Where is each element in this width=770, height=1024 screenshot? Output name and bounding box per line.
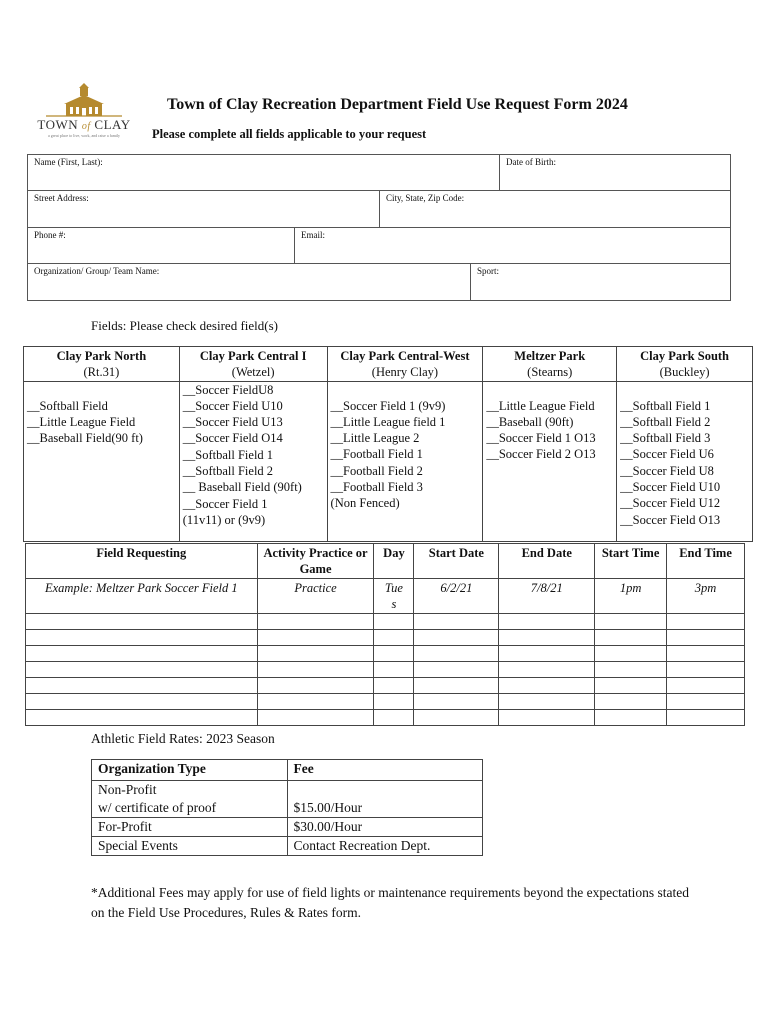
field-option[interactable]: __Little League Field (486, 398, 595, 413)
street-address-field[interactable] (27, 190, 380, 228)
page-title: Town of Clay Recreation Department Field Use Request Form 2024 (167, 96, 628, 113)
name-field[interactable] (27, 154, 500, 191)
table-row (26, 694, 745, 710)
field-option[interactable]: __Little League 2 (330, 431, 420, 446)
col-end-date: End Date (499, 544, 595, 579)
rate-type: For-Profit (92, 818, 288, 837)
example-cell: 6/2/21 (414, 579, 499, 614)
dob-label: Date of Birth: (506, 157, 556, 167)
email-label: Email: (301, 230, 325, 240)
fields-instructions: Fields: Please check desired field(s) (91, 318, 278, 333)
col-activity: Activity Practice or Game (257, 544, 374, 579)
field-option[interactable]: __Football Field 1 (330, 447, 423, 462)
table-row (26, 662, 745, 678)
park-fields-meltzer (483, 381, 617, 541)
city-label: City, State, Zip Code: (386, 193, 465, 203)
park-header-clay-central-west: Clay Park Central-West (Henry Clay) (327, 347, 483, 382)
field-option[interactable]: __Football Field 3 (330, 480, 423, 495)
parks-table (23, 346, 753, 542)
park-header-clay-north: Clay Park North (Rt.31) (24, 347, 180, 382)
rates-header-type: Organization Type (92, 760, 288, 781)
col-end-time: End Time (667, 544, 745, 579)
park-fields-clay-south (617, 381, 753, 541)
field-option[interactable]: __Softball Field 2 (620, 414, 711, 429)
field-option[interactable]: __Soccer Field U10 (620, 480, 721, 495)
rate-fee: $30.00/Hour (287, 818, 482, 837)
col-start-time: Start Time (595, 544, 667, 579)
field-option[interactable]: __Little League field 1 (330, 414, 446, 429)
field-option[interactable]: __Soccer Field 1 (182, 496, 268, 511)
name-label: Name (First, Last): (34, 157, 103, 167)
page-subtitle: Please complete all fields applicable to your request (152, 127, 427, 141)
field-option[interactable]: __Soccer Field 2 O13 (486, 447, 596, 462)
rates-heading: Athletic Field Rates: 2023 Season (91, 731, 275, 746)
rates-header-fee: Fee (287, 760, 482, 781)
phone-field[interactable] (27, 227, 295, 264)
field-option[interactable]: __Baseball Field(90 ft) (27, 431, 143, 446)
park-fields-clay-central-west (327, 381, 483, 541)
dob-field[interactable] (499, 154, 731, 191)
field-option[interactable]: __Little League Field (27, 414, 136, 429)
sport-field[interactable] (470, 263, 731, 301)
park-header-clay-south: Clay Park South (Buckley) (617, 347, 753, 382)
rate-fee: Contact Recreation Dept. (287, 837, 482, 856)
field-option[interactable]: __Soccer Field 1 O13 (486, 431, 596, 446)
field-option[interactable]: __Softball Field 3 (620, 431, 711, 446)
park-header-clay-central-i: Clay Park Central I (Wetzel) (179, 347, 327, 382)
field-option[interactable]: __Football Field 2 (330, 463, 423, 478)
email-field[interactable] (294, 227, 731, 264)
example-cell: 7/8/21 (499, 579, 595, 614)
street-label: Street Address: (34, 193, 89, 203)
field-option[interactable]: __Soccer Field O13 (620, 512, 721, 527)
col-field-requesting: Field Requesting (26, 544, 258, 579)
organization-field[interactable] (27, 263, 471, 301)
city-state-zip-field[interactable] (379, 190, 731, 228)
additional-fees-note: *Additional Fees may apply for use of field lights or maintenance requirements beyond the expectations stated on the Field Use Procedures, Rules & Rates form. (91, 885, 689, 920)
field-option-note: (Non Fenced) (330, 496, 400, 511)
field-option[interactable]: __Soccer Field U6 (620, 447, 714, 462)
table-row (26, 630, 745, 646)
phone-label: Phone #: (34, 230, 66, 240)
park-fields-clay-central-i (179, 381, 327, 541)
field-option[interactable]: __Softball Field 2 (182, 464, 274, 479)
field-option[interactable]: __Soccer Field O14 (182, 431, 283, 446)
field-option[interactable]: __Soccer Field U8 (620, 463, 714, 478)
park-header-meltzer: Meltzer Park (Stearns) (483, 347, 617, 382)
table-row (26, 646, 745, 662)
field-option[interactable]: __Soccer Field 1 (9v9) (330, 398, 446, 413)
rate-fee: $15.00/Hour (287, 781, 482, 818)
example-row (26, 579, 745, 614)
park-fields-clay-north (24, 381, 180, 541)
field-option[interactable]: __Softball Field 1 (620, 398, 711, 413)
table-row (26, 614, 745, 630)
field-option[interactable]: __Soccer Field U12 (620, 496, 721, 511)
organization-label: Organization/ Group/ Team Name: (34, 266, 160, 276)
field-option[interactable]: __Soccer Field U13 (182, 415, 283, 430)
rate-type: Non-Profit w/ certificate of proof (92, 781, 288, 818)
rate-type: Special Events (92, 837, 288, 856)
rates-table (91, 759, 483, 856)
field-option[interactable]: __Soccer FieldU8 (182, 382, 274, 397)
sport-label: Sport: (477, 266, 500, 276)
field-option-note: (11v11) or (9v9) (182, 512, 266, 527)
example-cell: 3pm (667, 579, 745, 614)
example-cell: Practice (257, 579, 374, 614)
request-table (25, 543, 745, 726)
field-option[interactable]: __Baseball (90ft) (486, 414, 574, 429)
field-option[interactable]: __ Baseball Field (90ft) (182, 480, 302, 495)
field-option[interactable]: __Soccer Field U10 (182, 398, 283, 413)
field-option[interactable]: __Softball Field (27, 398, 108, 413)
table-row (26, 678, 745, 694)
col-day: Day (374, 544, 414, 579)
col-start-date: Start Date (414, 544, 499, 579)
table-row (26, 710, 745, 726)
field-option[interactable]: __Softball Field 1 (182, 447, 274, 462)
logo-wordmark: TOWN of CLAY (37, 117, 131, 132)
logo-tagline: a great place to live, work, and raise a family (47, 133, 121, 138)
example-cell: Example: Meltzer Park Soccer Field 1 (26, 579, 258, 614)
example-cell: 1pm (595, 579, 667, 614)
example-cell: Tues (374, 579, 414, 614)
